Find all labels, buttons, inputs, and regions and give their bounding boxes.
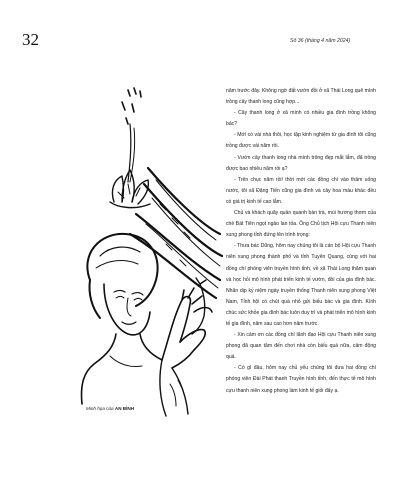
article-paragraph: Chủ và khách quây quần quanh bàn trà, mùi hương thơm của chè Bát Tiên ngọt ngào lan tỏa. Ông Chủ tịch Hội cựu Thanh niên xung phong tỉnh đứng lên trình trọng:	[226, 210, 376, 239]
article-paragraph: - Thưa bác Dũng, hôm nay chúng tôi là cán bộ Hội cựu Thanh niên xung phong thành phố và tỉnh Tuyên Quang, cùng với hai đồng chí phóng viên truyền hình tỉnh, về xã Thái Long thăm quan và học hỏi mô hình phát triển kinh tế vườn, đồi của gia đình bác. Nhân dịp kỷ niệm ngày truyền thống Thanh niên xung phong Việt Nam, Tỉnh hội có chút quà nhỏ gửi biếu bác và gia đình. Kính chúc sức khỏe gia đình bác luôn duy trì và phát triển mô hình kinh tế gia đình, năm sau cao hơn năm trước.	[226, 243, 376, 327]
article-paragraph: năm trước đây. Không ngờ đất vườn đồi ở xã Thái Long quê mình trồng cây thanh long cũng hợp...	[226, 88, 376, 106]
caption-prefix: Minh họa của	[86, 406, 114, 411]
article-paragraph: - Có gì đâu, hôm nay chủ yếu chúng tôi đưa hai đồng chí phóng viên Đài Phát thanh Truyền hình tỉnh, đến thực tế mô hình cựu thanh niên xung phong làm kinh tế giỏi đấy ạ.	[226, 365, 376, 394]
article-paragraph: - Mới có vài nhà thôi, học tập kinh nghiệm từ gia đình tôi cũng trồng được vài năm rồi.	[226, 132, 376, 150]
issue-info: Số 36 (tháng 4 năm 2024)	[290, 38, 351, 44]
article-paragraph: - Vườn cây thanh long nhà mình trông đẹp mắt lắm, đã trồng được bao nhiêu năm rồi ạ?	[226, 154, 376, 172]
illustration-caption	[86, 406, 134, 411]
page-number: 32	[22, 30, 39, 49]
article-paragraph: - Cây thanh long ở xã mình có nhiều gia đình trồng không bác?	[226, 110, 376, 128]
caption-author: AN BÌNH	[114, 406, 135, 411]
article-paragraph: - Xin cảm ơn các đồng chí lãnh đạo Hội cựu Thanh niên xung phong đã quan tâm đến chơi nhà còn biếu quà nữa, cảm động quá.	[226, 332, 376, 361]
article-body	[226, 86, 376, 397]
article-paragraph: - Trên chục năm rồi! thời mới các đồng chí vào thăm uống nước, tôi xã Đặng Tiến cũng gia đình và cây hoa màu khác đều có giá trị kinh tế cao lắm.	[226, 176, 376, 205]
illustration-woman-with-flower	[70, 84, 230, 424]
